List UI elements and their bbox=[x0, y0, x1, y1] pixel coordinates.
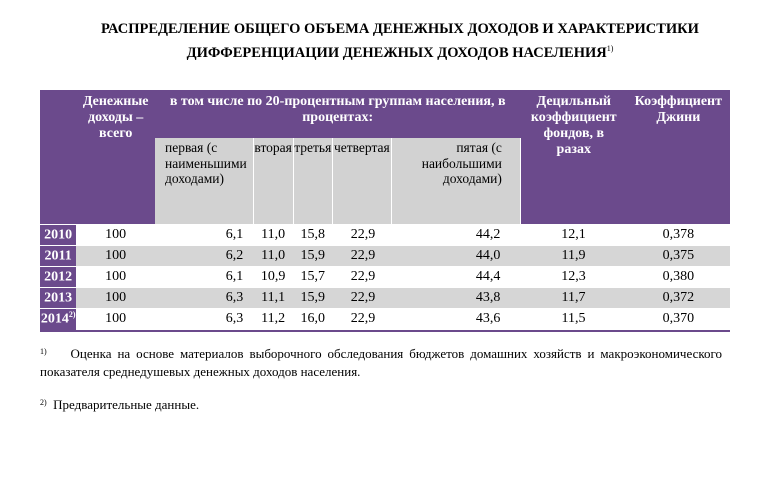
group3-cell: 15,8 bbox=[293, 225, 332, 246]
group1-cell: 6,1 bbox=[155, 225, 253, 246]
group3-cell: 15,9 bbox=[293, 288, 332, 309]
group5-cell: 44,0 bbox=[391, 246, 520, 267]
table-row bbox=[40, 288, 730, 309]
group5-cell: 44,4 bbox=[391, 267, 520, 288]
title-footnote-mark: 1) bbox=[606, 44, 614, 53]
group2-cell: 11,0 bbox=[253, 246, 293, 267]
title-line-2: ДИФФЕРЕНЦИАЦИИ ДЕНЕЖНЫХ ДОХОДОВ НАСЕЛЕНИЯ$^{1)}$ bbox=[186, 44, 614, 61]
decile-cell: 12,1 bbox=[520, 225, 626, 246]
total-cell: 100 bbox=[76, 309, 155, 330]
subheader-fifth: пятая (с наибольшими доходами) bbox=[391, 138, 520, 225]
header-row bbox=[40, 90, 730, 138]
header-decile: Децильный коэффициент фондов, в разах bbox=[520, 90, 626, 225]
group4-cell: 22,9 bbox=[332, 288, 391, 309]
decile-cell: 11,5 bbox=[520, 309, 626, 330]
decile-cell: 12,3 bbox=[520, 267, 626, 288]
year-cell: 2010 bbox=[40, 225, 76, 246]
group1-cell: 6,3 bbox=[155, 288, 253, 309]
group3-cell: 15,7 bbox=[293, 267, 332, 288]
group5-cell: 43,8 bbox=[391, 288, 520, 309]
header-gini: Коэффициент Джини bbox=[627, 90, 730, 225]
footnote-mark: 1) bbox=[40, 347, 47, 356]
subheader-second: вторая bbox=[253, 138, 293, 225]
footnote-mark: 2) bbox=[40, 398, 47, 407]
decile-cell: 11,9 bbox=[520, 246, 626, 267]
group5-cell: 44,2 bbox=[391, 225, 520, 246]
group4-cell: 22,9 bbox=[332, 267, 391, 288]
group4-cell: 22,9 bbox=[332, 309, 391, 330]
gini-cell: 0,378 bbox=[627, 225, 730, 246]
group4-cell: 22,9 bbox=[332, 246, 391, 267]
gini-cell: 0,372 bbox=[627, 288, 730, 309]
table-bottom-border bbox=[40, 330, 730, 332]
gini-cell: 0,380 bbox=[627, 267, 730, 288]
table-row bbox=[40, 309, 730, 330]
corner-cell bbox=[40, 90, 76, 225]
gini-cell: 0,375 bbox=[627, 246, 730, 267]
decile-cell: 11,7 bbox=[520, 288, 626, 309]
gini-cell: 0,370 bbox=[627, 309, 730, 330]
total-cell: 100 bbox=[76, 246, 155, 267]
page-title bbox=[40, 20, 760, 63]
group1-cell: 6,1 bbox=[155, 267, 253, 288]
title-line-1: РАСПРЕДЕЛЕНИЕ ОБЩЕГО ОБЪЕМА ДЕНЕЖНЫХ ДОХОДОВ И ХАРАКТЕРИСТИКИ bbox=[101, 21, 699, 37]
table-row bbox=[40, 267, 730, 288]
group2-cell: 10,9 bbox=[253, 267, 293, 288]
header-groups: в том числе по 20-процентным группам населения, в процентах: bbox=[155, 90, 520, 138]
year-cell: 2014$^{2)}$ bbox=[40, 309, 76, 330]
subheader-fourth: четвертая bbox=[332, 138, 391, 225]
income-distribution-table bbox=[40, 90, 730, 332]
footnote-2 bbox=[40, 396, 722, 414]
total-cell: 100 bbox=[76, 267, 155, 288]
table-row bbox=[40, 246, 730, 267]
subheader-first: первая (с наименьшими доходами) bbox=[155, 138, 253, 225]
group2-cell: 11,1 bbox=[253, 288, 293, 309]
group3-cell: 15,9 bbox=[293, 246, 332, 267]
group2-cell: 11,2 bbox=[253, 309, 293, 330]
table-row bbox=[40, 225, 730, 246]
footnote-text: Предварительные данные. bbox=[53, 397, 200, 412]
total-cell: 100 bbox=[76, 288, 155, 309]
footnote-text: Оценка на основе материалов выборочного обследования бюджетов домашних хозяйств и макроэкономического показателя среднедушевых денежных доходов населения. bbox=[40, 346, 722, 379]
header-total: Денежные доходы – всего bbox=[76, 90, 155, 225]
group1-cell: 6,2 bbox=[155, 246, 253, 267]
footnote-1 bbox=[40, 345, 722, 381]
subheader-third: третья bbox=[293, 138, 332, 225]
year-cell: 2013 bbox=[40, 288, 76, 309]
group3-cell: 16,0 bbox=[293, 309, 332, 330]
group4-cell: 22,9 bbox=[332, 225, 391, 246]
group5-cell: 43,6 bbox=[391, 309, 520, 330]
group2-cell: 11,0 bbox=[253, 225, 293, 246]
year-cell: 2011 bbox=[40, 246, 76, 267]
group1-cell: 6,3 bbox=[155, 309, 253, 330]
year-cell: 2012 bbox=[40, 267, 76, 288]
total-cell: 100 bbox=[76, 225, 155, 246]
